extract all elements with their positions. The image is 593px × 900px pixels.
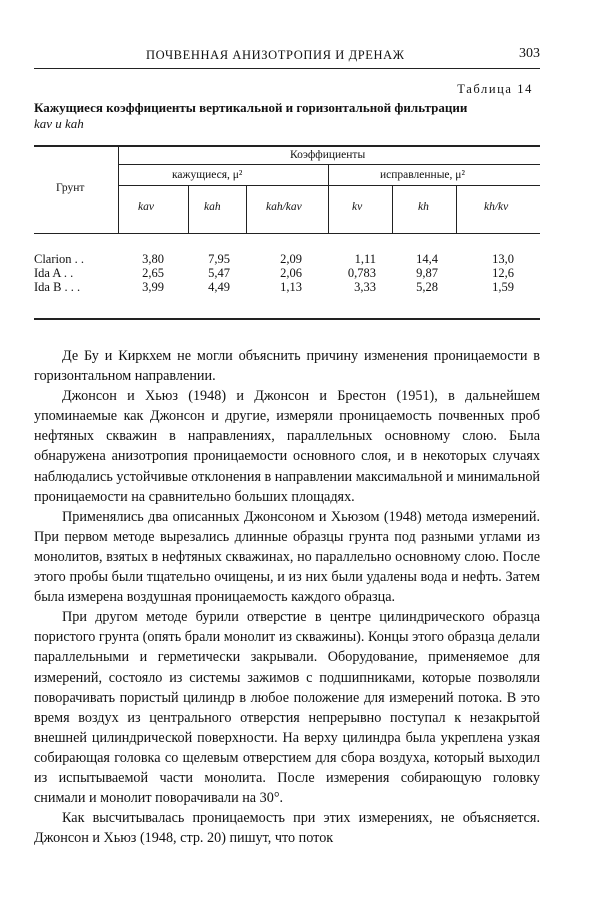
table-top-rule bbox=[34, 145, 540, 147]
col-header-kav: kav bbox=[138, 201, 154, 213]
table-cell: 5,47 bbox=[208, 266, 230, 280]
table-cell: 9,87 bbox=[416, 266, 438, 280]
col-header-kah-kav: kah/kav bbox=[266, 201, 302, 213]
table-row-name: Ida A . . bbox=[34, 266, 74, 280]
table-header-bottom-rule bbox=[34, 233, 540, 234]
col-header-kh-kv: kh/kv bbox=[484, 201, 509, 213]
header-ground: Грунт bbox=[56, 182, 85, 194]
header-apparent: кажущиеся, μ² bbox=[172, 169, 243, 181]
table-vline-c2 bbox=[246, 186, 247, 234]
paragraph: Как высчитывалась проницаемость при этих измерениях, не объясняется. Джонсон и Хьюз (1948, стр. 20) пишут, что поток bbox=[34, 810, 540, 847]
table-cell: 7,95 bbox=[208, 252, 230, 266]
header-coefficients: Коэффициенты bbox=[290, 149, 366, 161]
running-title: ПОЧВЕННАЯ АНИЗОТРОПИЯ И ДРЕНАЖ bbox=[146, 48, 405, 62]
table-row-name: Ida B . . . bbox=[34, 280, 81, 294]
table-cell: 2,09 bbox=[280, 252, 302, 266]
paragraph: Джонсон и Хьюз (1948) и Джонсон и Брестон (1951), в дальнейшем упоминаемые как Джонсон и другие, измеряли проницаемость почвенных проб нефтяных скважин в направлениях, параллельных основному слою. Была обнаружена анизотропия проницаемости основного слоя, и в некоторых случаях наблюдались устойчивые отклонения в направлении максимальной и минимальной проницаемости на сравнительно больших площадях. bbox=[34, 388, 541, 505]
table-vline-c4 bbox=[392, 186, 393, 234]
table-cell: 3,33 bbox=[354, 280, 376, 294]
running-head bbox=[34, 48, 540, 69]
table-cell: 14,4 bbox=[416, 252, 438, 266]
table-cell: 13,0 bbox=[492, 252, 514, 266]
table-subgroup-rule bbox=[118, 185, 540, 186]
paragraph: Применялись два описанных Джонсоном и Хьюзом (1948) метода измерений. При первом методе вырезались длинные образцы грунта под разными углами из монолитов, взятых в нефтяных скважинах, но параллельно основному слою. После этого пробы были тщательно очищены, и из них были удалены вода и нефть. Затем была измерена воздушная проницаемость каждого образца. bbox=[34, 508, 540, 606]
table-vline-c5 bbox=[456, 186, 457, 234]
table-cell: 0,783 bbox=[347, 266, 376, 280]
col-header-kv: kv bbox=[352, 201, 363, 213]
table-vline-ground bbox=[118, 146, 119, 234]
table-label: Таблица 14 bbox=[457, 82, 533, 96]
table-cell: 3,80 bbox=[142, 252, 164, 266]
page-number: 303 bbox=[519, 46, 540, 61]
table-cell: 12,6 bbox=[492, 266, 514, 280]
table-caption bbox=[34, 100, 540, 132]
table-cell: 1,11 bbox=[354, 252, 376, 266]
paragraph: Де Бу и Киркхем не могли объяснить причину изменения проницаемости в горизонтальном направлении. bbox=[34, 348, 540, 385]
table-cell: 2,65 bbox=[142, 266, 164, 280]
table-vline-c1 bbox=[188, 186, 189, 234]
table-cell: 2,06 bbox=[280, 266, 302, 280]
table-caption-text: Кажущиеся коэффициенты вертикальной и горизонтальной фильтрации bbox=[34, 100, 468, 115]
table-caption-symbols: kav и kah bbox=[34, 116, 84, 131]
body-text bbox=[34, 346, 540, 848]
table-bottom-rule bbox=[34, 318, 540, 320]
header-corrected: исправленные, μ² bbox=[380, 169, 465, 181]
table-cell: 3,99 bbox=[142, 280, 164, 294]
table-row-name: Clarion . . bbox=[34, 252, 84, 266]
table-group-rule bbox=[118, 164, 540, 165]
table-vline-groups bbox=[328, 165, 329, 234]
table-cell: 5,28 bbox=[416, 280, 438, 294]
table-cell: 1,13 bbox=[280, 280, 302, 294]
table-cell: 1,59 bbox=[492, 280, 514, 294]
col-header-kah: kah bbox=[204, 201, 221, 213]
col-header-kh: kh bbox=[418, 201, 429, 213]
paragraph: При другом методе бурили отверстие в центре цилиндрического образца пористого грунта (опять брали монолит из скважины). Концы этого образца делали параллельными и герметически закрывали. Оборудование, применяемое для измерений, состояло из системы зажимов с подшипниками, которые позволяли поворачивать пористый цилиндр в любое положение для измерений потока. В это время воздух из центрального отверстия непрерывно поступал к незакрытой внешней цилиндрической поверхности. На верху цилиндра была укреплена узкая собирающая головка со щелевым отверстием для сбора воздуха, который выходил из испытываемой части монолита. После измерения собирающую головку снимали и монолит поворачивали на 30°. bbox=[34, 609, 540, 807]
table-cell: 4,49 bbox=[208, 280, 230, 294]
